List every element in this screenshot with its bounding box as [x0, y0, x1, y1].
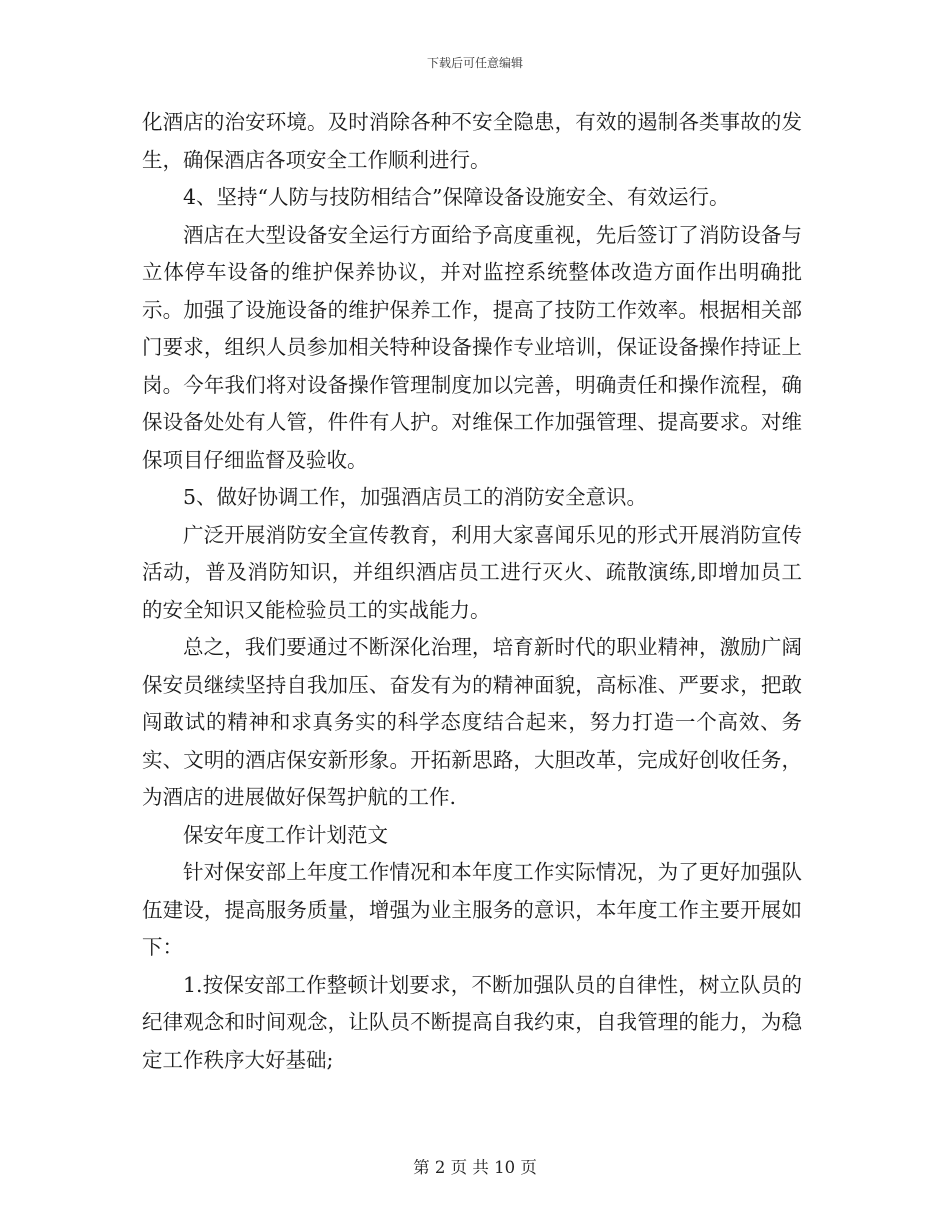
- paragraph-item-1: 1.按保安部工作整顿计划要求，不断加强队员的自律性，树立队员的纪律观念和时间观念，让队员不断提高自我约束，自我管理的能力，为稳定工作秩序大好基础;: [142, 972, 802, 1072]
- page-footer: 第 2 页 共 10 页: [413, 1158, 537, 1177]
- paragraph-continuation: 化酒店的治安环境。及时消除各种不安全隐患，有效的遏制各类事故的发生，确保酒店各项安全工作顺利进行。: [142, 110, 802, 172]
- paragraph-fire-safety: 广泛开展消防安全宣传教育，利用大家喜闻乐见的形式开展消防宣传活动，普及消防知识，并组织酒店员工进行灭火、疏散演练,即增加员工的安全知识又能检验员工的实战能力。: [142, 522, 802, 622]
- page-header: 下载后可任意编辑: [426, 56, 523, 70]
- paragraph-intro: 针对保安部上年度工作情况和本年度工作实际情况，为了更好加强队伍建设，提高服务质量，增强为业主服务的意识，本年度工作主要开展如下：: [142, 860, 802, 959]
- paragraph-summary: 总之，我们要通过不断深化治理，培育新时代的职业精神，激励广阔保安员继续坚持自我加压、奋发有为的精神面貌，高标准、严要求，把敢闯敢试的精神和求真务实的科学态度结合起来，努力打造一个高效、务实、文明的酒店保安新形象。开拓新思路，大胆改革，完成好创收任务，为酒店的进展做好保驾护航的工作.: [142, 635, 802, 809]
- paragraph-equipment: 酒店在大型设备安全运行方面给予高度重视，先后签订了消防设备与立体停车设备的维护保养协议，并对监控系统整体改造方面作出明确批示。加强了设施设备的维护保养工作，提高了技防工作效率。根据相关部门要求，组织人员参加相关特种设备操作专业培训，保证设备操作持证上岗。今年我们将对设备操作管理制度加以完善，明确责任和操作流程，确保设备处处有人管，件件有人护。对维保工作加强管理、提高要求。对维保项目仔细监督及验收。: [142, 222, 802, 472]
- paragraph-heading-4: 4、坚持“人防与技防相结合”保障设备设施安全、有效运行。: [183, 185, 730, 209]
- document-body: [142, 104, 802, 1079]
- paragraph-section-title: 保安年度工作计划范文: [183, 822, 388, 847]
- paragraph-heading-5: 5、做好协调工作，加强酒店员工的消防安全意识。: [183, 485, 648, 509]
